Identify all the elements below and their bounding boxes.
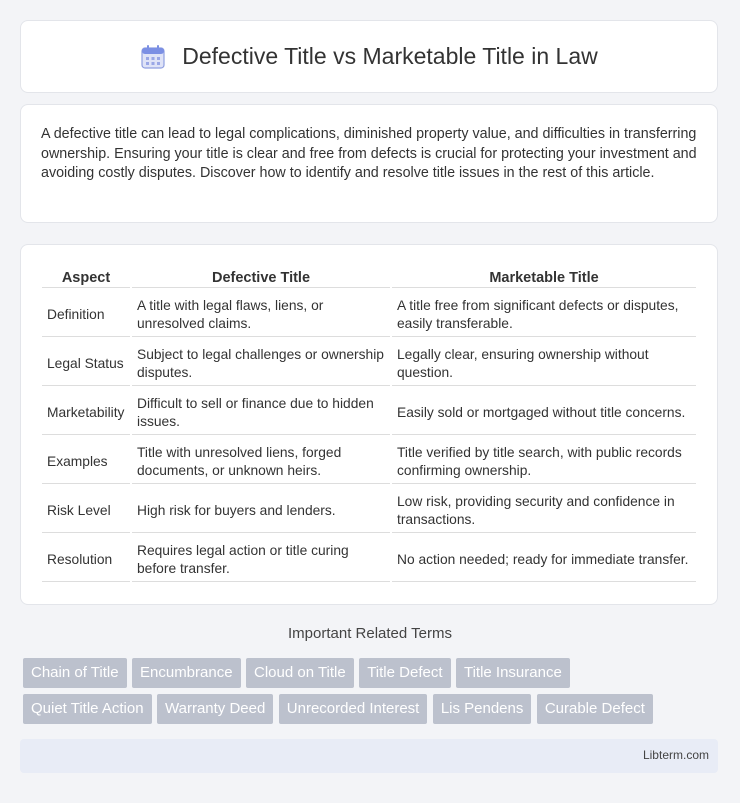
row-marketable: A title free from significant defects or disputes, easily transferable.: [392, 290, 696, 337]
row-marketable: Easily sold or mortgaged without title concerns.: [392, 388, 696, 435]
header-card: [20, 20, 718, 93]
intro-text: A defective title can lead to legal complications, diminished property value, and difficulties in transferring ownership. Ensuring your title is clear and free from defects is crucial for protecting your investment and avoiding costly disputes. Discover how to identify and resolve title issues in the rest of this article.: [41, 126, 697, 181]
site-link[interactable]: Libterm.com: [642, 748, 709, 762]
table-row: [42, 486, 696, 533]
calendar-icon: [140, 44, 166, 70]
row-defective: Requires legal action or title curing before transfer.: [132, 535, 390, 582]
related-term-tag[interactable]: Lis Pendens: [433, 694, 532, 724]
row-aspect: Marketability: [42, 388, 130, 435]
row-aspect: Definition: [42, 290, 130, 337]
footer-bar: [20, 739, 718, 773]
column-header-defective: Defective Title: [132, 268, 390, 288]
intro-card: [20, 104, 718, 223]
row-aspect: Resolution: [42, 535, 130, 582]
table-row: [42, 339, 696, 386]
table-row: [42, 535, 696, 582]
column-header-marketable: Marketable Title: [392, 268, 696, 288]
related-term-tag[interactable]: Cloud on Title: [246, 658, 354, 688]
row-aspect: Risk Level: [42, 486, 130, 533]
page-title: Defective Title vs Marketable Title in Law: [182, 43, 598, 69]
row-defective: Difficult to sell or finance due to hidden issues.: [132, 388, 390, 435]
row-defective: Title with unresolved liens, forged documents, or unknown heirs.: [132, 437, 390, 484]
related-terms-heading: Important Related Terms: [288, 625, 452, 642]
related-term-tag[interactable]: Quiet Title Action: [23, 694, 152, 724]
row-marketable: Title verified by title search, with public records confirming ownership.: [392, 437, 696, 484]
comparison-table: [40, 266, 698, 584]
related-term-tag[interactable]: Curable Defect: [537, 694, 653, 724]
comparison-card: [20, 244, 718, 605]
row-defective: A title with legal flaws, liens, or unresolved claims.: [132, 290, 390, 337]
related-term-tag[interactable]: Title Insurance: [456, 658, 570, 688]
table-row: [42, 437, 696, 484]
row-aspect: Legal Status: [42, 339, 130, 386]
related-term-tag[interactable]: Title Defect: [359, 658, 450, 688]
related-term-tag[interactable]: Chain of Title: [23, 658, 127, 688]
row-defective: High risk for buyers and lenders.: [132, 486, 390, 533]
row-marketable: Legally clear, ensuring ownership without question.: [392, 339, 696, 386]
related-term-tag[interactable]: Encumbrance: [132, 658, 241, 688]
related-terms-list: [23, 658, 723, 730]
table-row: [42, 388, 696, 435]
related-term-tag[interactable]: Warranty Deed: [157, 694, 273, 724]
related-term-tag[interactable]: Unrecorded Interest: [279, 694, 428, 724]
row-defective: Subject to legal challenges or ownership disputes.: [132, 339, 390, 386]
table-row: [42, 290, 696, 337]
row-aspect: Examples: [42, 437, 130, 484]
row-marketable: No action needed; ready for immediate transfer.: [392, 535, 696, 582]
row-marketable: Low risk, providing security and confidence in transactions.: [392, 486, 696, 533]
column-header-aspect: Aspect: [42, 268, 130, 288]
table-header-row: [42, 268, 696, 288]
